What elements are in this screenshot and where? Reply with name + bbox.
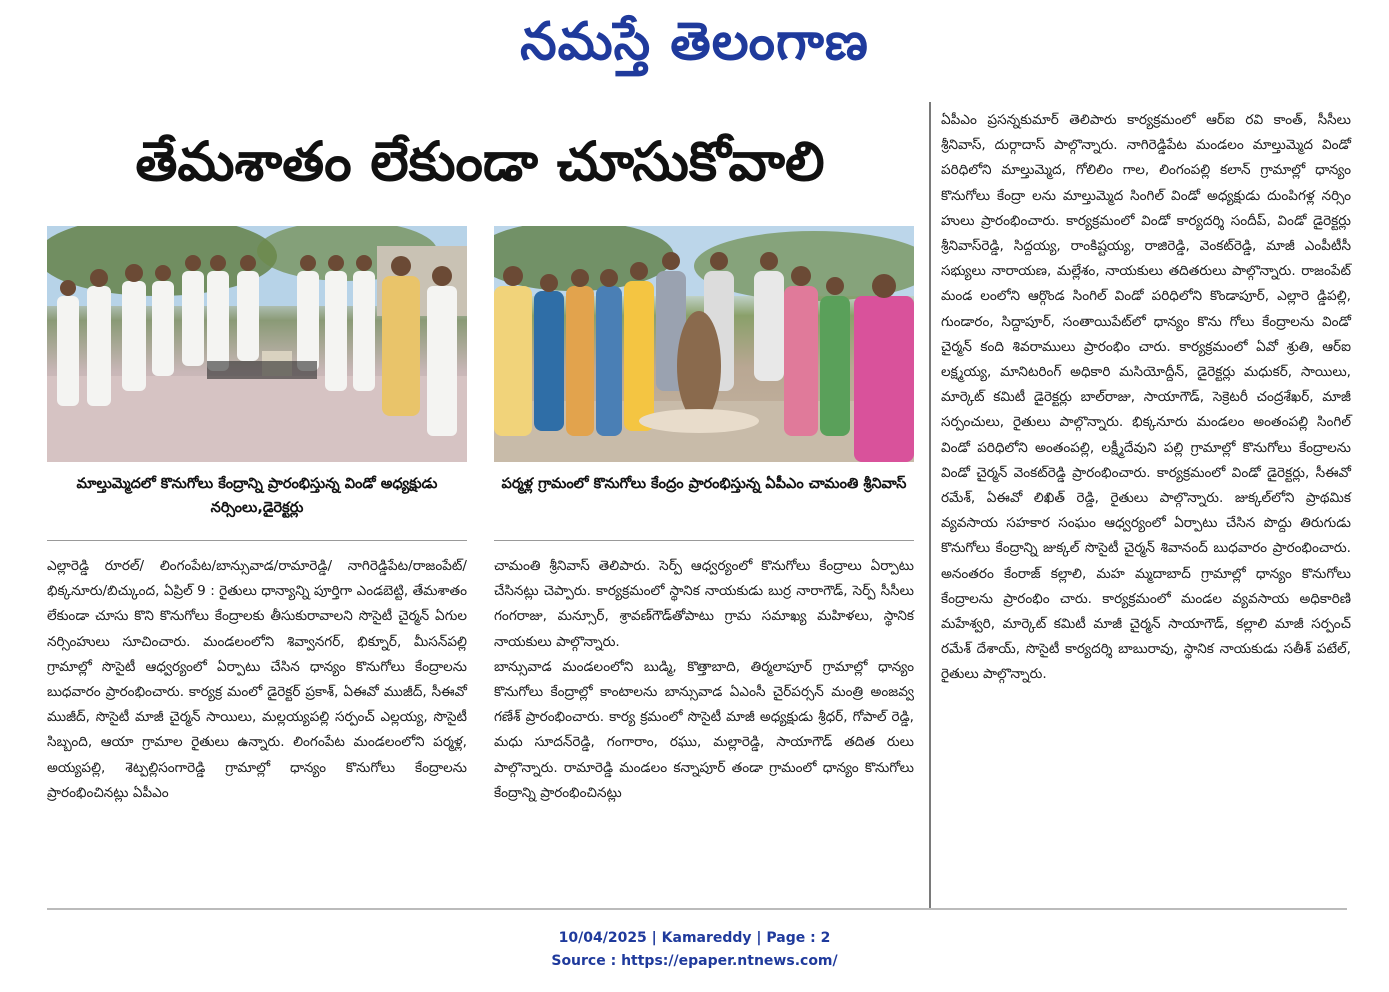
photo-left-scene bbox=[47, 226, 467, 462]
footer-dateline: 10/04/2025 | Kamareddy | Page : 2 bbox=[558, 930, 831, 946]
photo-left bbox=[47, 226, 467, 462]
article-column-2 bbox=[494, 554, 914, 806]
column-3-text: ఏపీఎం ప్రసన్నకుమార్ తెలిపారు కార్యక్రమంలో ఆర్ఐ రవి కాంత్, సీసీలు శ్రీనివాస్, దుర్గాదాస్ పాల్గొన్నారు. నాగిరెడ్డిపేట మండలం మాల్తుమ్మెద విండో పరిధిలోని మాల్తుమ్మెద, గోలిలిం గాల, లింగంపల్లి కలాన్ గ్రామాల్లో ధాన్యం కొనుగోలు కేంద్రా లను మాల్తుమ్మెద సింగిల్ విండో అధ్యక్షుడు దుంపిగళ్ల నర్సిం హులు ప్రారంభించారు. కార్యక్రమంలో విండో కార్యదర్శి సందీప్, విండో డైరెక్టర్లు శ్రీనివాస్‌రెడ్డి, సిద్దయ్య, రాంకిష్టయ్య, రాజిరెడ్డి, వెంకట్‌రెడ్డి, మాజీ ఎంపీటీసీ సభ్యులు నారాయణ, మల్లేశం, నాయకులు తదితరులు పాల్గొన్నారు. రాజంపేట్ మండ లంలోని ఆర్గొండ సింగిల్ విండో పరిధిలోని కొండాపూర్, ఎల్లారె డ్డిపల్లి, గుండారం, సిద్దాపూర్, సంతాయిపేట్‌లో ధాన్యం కొను గోలు కేంద్రాలను విండో చైర్మన్ కంది శివరాములు ప్రారంభిం చారు. కార్యక్రమంలో ఏవో శ్రుతి, ఆర్ఐ లక్ష్మయ్య, మానిటరింగ్ అధికారి మసియోద్దీన్, డైరెక్టర్లు మధుకర్, సాయిలు, మార్కెట్ కమిటీ డైరెక్టర్లు బాల్‌రాజు, సాయాగౌడ్, సెక్రెటరీ చంద్రశేఖర్, మాజీ సర్పంచులు, రైతులు పాల్గొన్నారు. భిక్కనూరు మండలం అంతంపల్లి సింగిల్ విండో పరిధిలోని అంతంపల్లి, లక్ష్మీదేవుని పల్లి గ్రామాల్లో కొనుగోలు కేంద్రాలను విండో చైర్మన్ వెంకట్‌రెడ్డి ప్రారంభించారు. కార్యక్రమంలో విండో డైరెక్టర్లు, సీఈవో రమేశ్, ఏఈవో లిఖిత్ రెడ్డి, రైతులు పాల్గొన్నారు. జుక్కల్‌లోని ప్రాథమిక వ్యవసాయ సహకార సంఘం ఆధ్వర్యంలో ఏర్పాటు చేసిన పొద్దు తిరుగుడు కొనుగోలు కేంద్రాన్ని జుక్కల్ సొసైటీ చైర్మన్ శివానంద్ బుధవారం ప్రారంభించారు. అనంతరం కేంరాజ్ కల్లాలి, మహ మ్మదాబాద్ గ్రామాల్లో ధాన్యం కొనుగోలు కేంద్రాలను ప్రారంభిం చారు. కార్యక్రమంలో మండల వ్యవసాయ అధికారిణి మహేశ్వరి, మార్కెట్ కమిటీ మాజీ చైర్మన్ సాయాగౌడ్, కల్లాలి మాజీ సర్పంచ్ రమేశ్ దేశాయ్, సొసైటీ కార్యదర్శి బాబురావు, స్థానిక నాయకుడు సతీశ్ పటేల్, రైతులు పాల్గొన్నారు. bbox=[941, 112, 1351, 683]
photo-right-caption: పర్మళ్ల గ్రామంలో కొనుగోలు కేంద్రం ప్రారంభిస్తున్న ఏపీఎం చామంతి శ్రీనివాస్ bbox=[501, 476, 907, 492]
bottom-divider bbox=[47, 908, 1347, 910]
article-headline: తేమశాతం లేకుండా చూసుకోవాలి bbox=[135, 130, 825, 193]
caption-divider-right bbox=[494, 540, 914, 541]
caption-divider-left bbox=[47, 540, 467, 541]
column-1-text: ఎల్లారెడ్డి రూరల్/ లింగంపేట/బాన్సువాడ/రామారెడ్డి/ నాగిరెడ్డిపేట/రాజంపేట్/భిక్కనూరు/బిచ్కుంద, ఏప్రిల్ 9 : రైతులు ధాన్యాన్ని పూర్తిగా ఎండబెట్టి, తేమశాతం లేకుండా చూసు కొని కొనుగోలు కేంద్రాలకు తీసుకురావాలని సొసైటీ చైర్మన్ ఏగుల నర్సింహులు సూచించారు. మండలంలోని శివ్వానగర్, భిక్నూర్, మీసన్‌పల్లి గ్రామాల్లో సొసైటీ ఆధ్వర్యంలో ఏర్పాటు చేసిన ధాన్యం కొనుగోలు కేంద్రాలను బుధవారం ప్రారంభించారు. కార్యక్ర మంలో డైరెక్టర్ ప్రకాశ్, ఏఈవో ముజీద్, సీఈవో ముజీద్, సొసైటీ మాజీ చైర్మన్ సాయిలు, మల్లయ్యపల్లి సర్పంచ్ ఎల్లయ్య, సొసైటీ సిబ్బంది, ఆయా గ్రామాల రైతులు ఉన్నారు. లింగంపేట మండలంలోని పర్మళ్ల, అయ్యపల్లి, శెట్పల్లిసంగారెడ్డి గ్రామాల్లో ధాన్యం కొనుగోలు కేంద్రాలను ప్రారంభించినట్లు ఏపీఎం bbox=[47, 558, 467, 801]
footer-source: Source : https://epaper.ntnews.com/ bbox=[551, 953, 838, 969]
article-column-3 bbox=[941, 108, 1351, 688]
column-2-paragraph-1: చామంతి శ్రీనివాస్ తెలిపారు. సెర్ప్ ఆధ్వర్యంలో కొనుగోలు కేంద్రాలు ఏర్పాటు చేసినట్లు చెప్పారు. కార్యక్రమంలో స్థానిక నాయకుడు బుర్ర నారాగౌడ్, సెర్ప్ సీసీలు గంగరాజు, మన్సూర్, శ్రావణ్‌గౌడ్‌తోపాటు గ్రామ సమాఖ్య మహిళలు, స్థానిక నాయకులు పాల్గొన్నారు. bbox=[494, 558, 914, 650]
article-column-1 bbox=[47, 554, 467, 806]
column-2-paragraph-2: బాన్సువాడ మండలంలోని బుడ్మి, కొత్తాబాది, తిర్మలాపూర్ గ్రామాల్లో ధాన్యం కొనుగోలు కేంద్రాల్లో కాంటాలను బాన్సువాడ ఏఎంసీ చైర్‌పర్సన్ మంత్రి అంజవ్వ గణేశ్ ప్రారంభించారు. కార్య క్రమంలో సొసైటీ మాజీ అధ్యక్షుడు శ్రీధర్, గోపాల్ రెడ్డి, మధు సూదన్‌రెడ్డి, గంగారాం, రఘు, మల్లారెడ్డి, సాయాగౌడ్ తదిత రులు పాల్గొన్నారు. రామారెడ్డి మండలం కన్నాపూర్ తండా గ్రామంలో ధాన్యం కొనుగోలు కేంద్రాన్ని ప్రారంభించినట్లు bbox=[494, 658, 914, 801]
photo-left-caption: మాల్తుమ్మెదలో కొనుగోలు కేంద్రాన్ని ప్రారంభిస్తున్న విండో అధ్యక్షుడు నర్సింలు,డైరెక్టర్లు bbox=[76, 476, 438, 516]
masthead-logo: నమస్తే తెలంగాణ bbox=[520, 12, 869, 72]
column-divider bbox=[929, 102, 931, 910]
photo-right-scene bbox=[494, 226, 914, 462]
photo-right bbox=[494, 226, 914, 462]
